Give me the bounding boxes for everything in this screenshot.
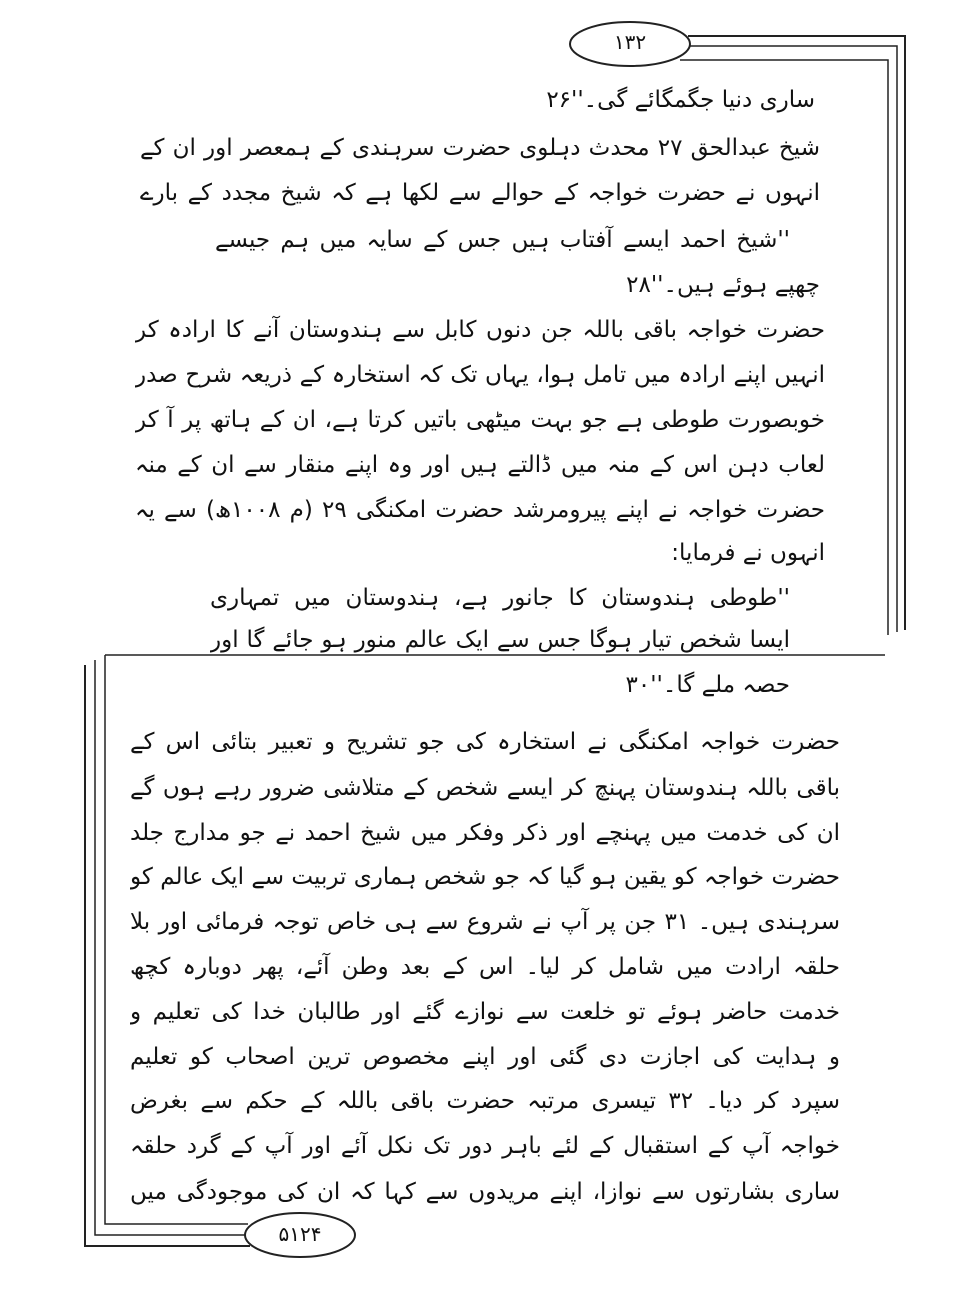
text-line: ساری بشارتوں سے نوازا، اپنے مریدوں سے کہا کہ ان کی موجودگی میں [130, 1179, 840, 1205]
text-line: حصہ ملے گا۔''۳۰ [625, 672, 790, 698]
text-line: باقی باللہ ہندوستان پہنچ کر ایسے شخص کے متلاشی ضرور رہے ہوں گے [130, 775, 840, 801]
text-line: خوبصورت طوطی ہے جو بہت میٹھی باتیں کرتا ہے، ان کے ہاتھ پر آ کر [135, 407, 825, 433]
text-line: انہوں نے حضرت خواجہ کے حوالے سے لکھا ہے کہ شیخ مجدد کے بارے [140, 180, 820, 206]
text-line: خدمت حاضر ہوئے تو خلعت سے نوازے گئے اور طالبان خدا کی تعلیم و [130, 999, 840, 1025]
text-line: و ہدایت کی اجازت دی گئی اور اپنے مخصوص ترین اصحاب کو تعلیم [130, 1044, 840, 1070]
text-line: چھپے ہوئے ہیں۔''۲۸ [626, 272, 820, 298]
text-line: حضرت خواجہ کو یقین ہو گیا کہ جو شخص ہماری تربیت سے ایک عالم کو [130, 864, 840, 890]
text-line: ان کی خدمت میں پہنچے اور ذکر وفکر میں شیخ احمد نے جو مدارج جلد [130, 820, 840, 846]
text-line: سرہندی ہیں۔ ۳۱ جن پر آپ نے شروع سے ہی خاص توجہ فرمائی اور بلا [130, 909, 840, 935]
text-line: حلقہ ارادت میں شامل کر لیا۔ اس کے بعد وطن آئے، پھر دوبارہ کچھ [130, 954, 840, 980]
text-line: لعاب دہن اس کے منہ میں ڈالتے ہیں اور وہ اپنے منقار سے ان کے منہ [135, 452, 825, 478]
text-line: خواجہ آپ کے استقبال کے لئے باہر دور تک نکل آئے اور آپ کے گرد حلقہ [130, 1133, 840, 1159]
text-line: حضرت خواجہ نے اپنے پیرومرشد حضرت امکنگی ۲۹ (م ۱۰۰۸ھ) سے یہ [135, 497, 825, 523]
text-line: ''طوطی ہندوستان کا جانور ہے، ہندوستان میں تمہاری [210, 585, 790, 611]
text-line: حضرت خواجہ امکنگی نے استخارہ کی جو تشریح و تعبیر بتائی اس کے [130, 729, 840, 755]
text-line: انہوں نے فرمایا: [671, 540, 825, 566]
text-line: ''شیخ احمد ایسے آفتاب ہیں جس کے سایہ میں ہم جیسے [215, 227, 790, 253]
text-line: شیخ عبدالحق ۲۷ محدث دہلوی حضرت سرہندی کے ہمعصر اور ان کے [140, 135, 820, 161]
text-line: انہیں اپنے ارادہ میں تامل ہوا، یہاں تک کہ استخارہ کے ذریعہ شرح صدر [135, 362, 825, 388]
text-line: سپرد کر دیا۔ ۳۲ تیسری مرتبہ حضرت باقی باللہ کے حکم سے بغرض [130, 1088, 840, 1114]
text-line: ایسا شخص تیار ہوگا جس سے ایک عالم منور ہو جائے گا اور [210, 627, 790, 653]
text-line: ساری دنیا جگمگائے گی۔''۲۶ [546, 87, 815, 113]
text-line: حضرت خواجہ باقی باللہ جن دنوں کابل سے ہندوستان آنے کا ارادہ کر [135, 317, 825, 343]
bottom-page-number: ۵۱۲۴ [278, 1222, 322, 1246]
top-page-number: ۱۳۲ [613, 30, 647, 54]
